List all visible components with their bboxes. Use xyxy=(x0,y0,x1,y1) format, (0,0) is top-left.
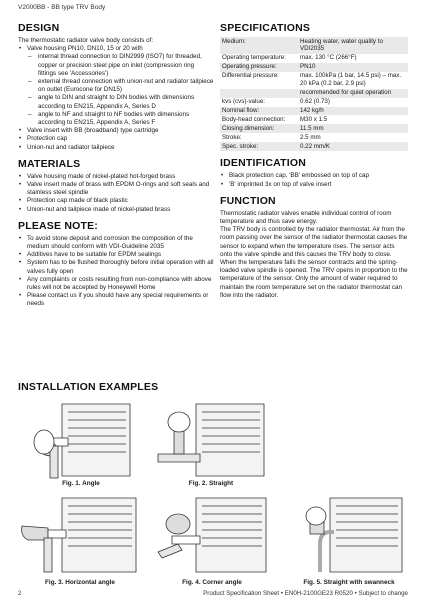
list-item: • Valve housing PN10, DN10, 15 or 20 with xyxy=(18,45,214,53)
list-item: • Protection cap made of black plastic xyxy=(18,197,214,205)
list-item: – external thread connection with union-nut and radiator tailpiece on outlet (Eurocone for DN15) xyxy=(18,78,214,94)
function-section xyxy=(220,195,408,300)
corner-angle-valve-illustration xyxy=(152,492,272,576)
note-heading: PLEASE NOTE: xyxy=(18,219,98,232)
list-item: • 'B' imprinted 3x on top of valve insert xyxy=(220,181,408,189)
list-item: • Protection cap xyxy=(18,135,214,143)
page-header: V2000BB - BB type TRV Body xyxy=(18,4,106,11)
horizontal-angle-valve-illustration xyxy=(18,492,142,576)
figure-angle xyxy=(22,398,140,480)
list-item: • Any complaints or costs resulting from non-compliance with above rules will not be accepted by Honeywell Home xyxy=(18,276,214,292)
right-column xyxy=(220,22,408,306)
angle-valve-illustration xyxy=(22,398,140,480)
specifications-table xyxy=(220,37,408,151)
table-row: kvs (cvs)-value: 0.62 (0.73) xyxy=(222,98,330,106)
figure-corner-angle xyxy=(152,492,272,576)
table-row: Closing dimension: 11.5 mm xyxy=(220,124,408,133)
table-row: Nominal flow: 142 kg/h xyxy=(220,107,408,116)
design-heading: DESIGN xyxy=(18,22,60,34)
footer-document-info: Product Specification Sheet • EN0H-2100GE23 R0520 • Subject to change xyxy=(203,590,408,597)
list-item: • Please contact us if you should have any special requirements or needs xyxy=(18,292,214,308)
figure-straight-swanneck xyxy=(290,492,408,576)
function-heading: FUNCTION xyxy=(220,194,276,207)
list-item: • To avoid stone deposit and corrosion the composition of the medium should conform with VDI-Guideline 2035 xyxy=(18,235,214,251)
function-paragraph: Thermostatic radiator valves enable individual control of room temperature and thus save energy. xyxy=(220,209,392,226)
list-item: • Black protection cap, 'BB' embossed on top of cap xyxy=(220,172,408,180)
page-number: 2 xyxy=(18,590,22,597)
table-row: Spec. stroke: 0.22 mm/K xyxy=(220,142,408,151)
straight-valve-illustration xyxy=(152,398,270,480)
list-item: – angle to DIN and straight to DIN bodies with dimensions according to EN215, Appendix A, Series D xyxy=(18,94,214,110)
left-column xyxy=(18,22,214,315)
figure-horizontal-angle xyxy=(18,492,142,576)
function-paragraph: The TRV body is controlled by the radiator thermostat. Air from the room passing over the sensor of the radiator thermostat causes the sensor to expand when the temperature rises. The sensor acts onto the valve spindle and this causes the TRV body to close. When the temperature falls the sensor contracts and the spring-loaded valve spindle is opened. The TRV opens in proportion to the temperature of the sensor. Only the amount of water required to maintain the room temperature set on the radiator thermostat can flow into the radiator. xyxy=(220,226,408,299)
materials-section xyxy=(18,158,214,214)
design-section xyxy=(18,22,214,152)
table-row: recommended for quiet operation xyxy=(220,89,408,98)
design-list xyxy=(18,45,214,152)
figure-straight xyxy=(152,398,270,480)
figure-caption: Fig. 2. Straight xyxy=(188,480,234,487)
specifications-heading: SPECIFICATIONS xyxy=(220,22,311,34)
figure-caption: Fig. 4. Corner angle xyxy=(182,579,242,586)
list-item: • Valve insert made of brass with EPDM O-rings and soft seals and stainless steel spindle xyxy=(18,181,214,197)
list-item: • Valve housing made of nickel-plated hot-forged brass xyxy=(18,173,214,181)
figure-caption: Fig. 3. Horizontal angle xyxy=(45,579,115,586)
materials-list xyxy=(18,173,214,214)
list-item: • System has to be flushed thoroughly before initial operation with all valves fully open xyxy=(18,259,214,275)
swanneck-valve-illustration xyxy=(290,492,408,576)
note-section xyxy=(18,220,214,309)
list-item: – angle to NF and straight to NF bodies with dimensions according to EN215, Appendix A, Series F xyxy=(18,111,214,127)
identification-section xyxy=(220,157,408,188)
figure-caption: Fig. 5. Straight with swanneck xyxy=(303,579,395,586)
list-item: – internal thread connection to DIN2999 (ISO7) for threaded, copper or precision steel pipe on inlet (compression ring fittings see 'Accessories') xyxy=(18,53,214,78)
design-intro: The thermostatic radiator valve body consists of: xyxy=(18,37,154,44)
figure-caption: Fig. 1. Angle xyxy=(62,480,100,487)
specifications-section xyxy=(220,22,408,151)
materials-heading: MATERIALS xyxy=(18,157,81,170)
list-item: • Additives have to be suitable for EPDM sealings xyxy=(18,251,214,259)
table-row: Differential pressure: max. 100kPa (1 bar, 14.5 psi) – max. 20 kPa (0.2 bar, 2.9 psi) xyxy=(222,72,402,88)
identification-heading: IDENTIFICATION xyxy=(220,157,307,170)
table-row: Stroke: 2.5 mm xyxy=(222,134,321,142)
table-row: Medium: Heating water, water quality to VDI2035 xyxy=(220,37,408,54)
list-item: • Union-nut and tailpiece made of nickel-plated brass xyxy=(18,206,214,214)
installation-heading: INSTALLATION EXAMPLES xyxy=(18,381,159,393)
identification-list xyxy=(220,172,408,188)
note-list xyxy=(18,235,214,309)
table-row: Operating pressure: PN10 xyxy=(220,63,408,72)
list-item: • Union-nut and radiator tailpiece xyxy=(18,144,214,152)
list-item: • Valve insert with BB (broadband) type cartridge xyxy=(18,127,214,135)
table-row: Operating temperature: max. 130 °C (266°F) xyxy=(222,54,357,62)
table-row: Body-head connection: M30 x 1.5 xyxy=(222,116,328,124)
